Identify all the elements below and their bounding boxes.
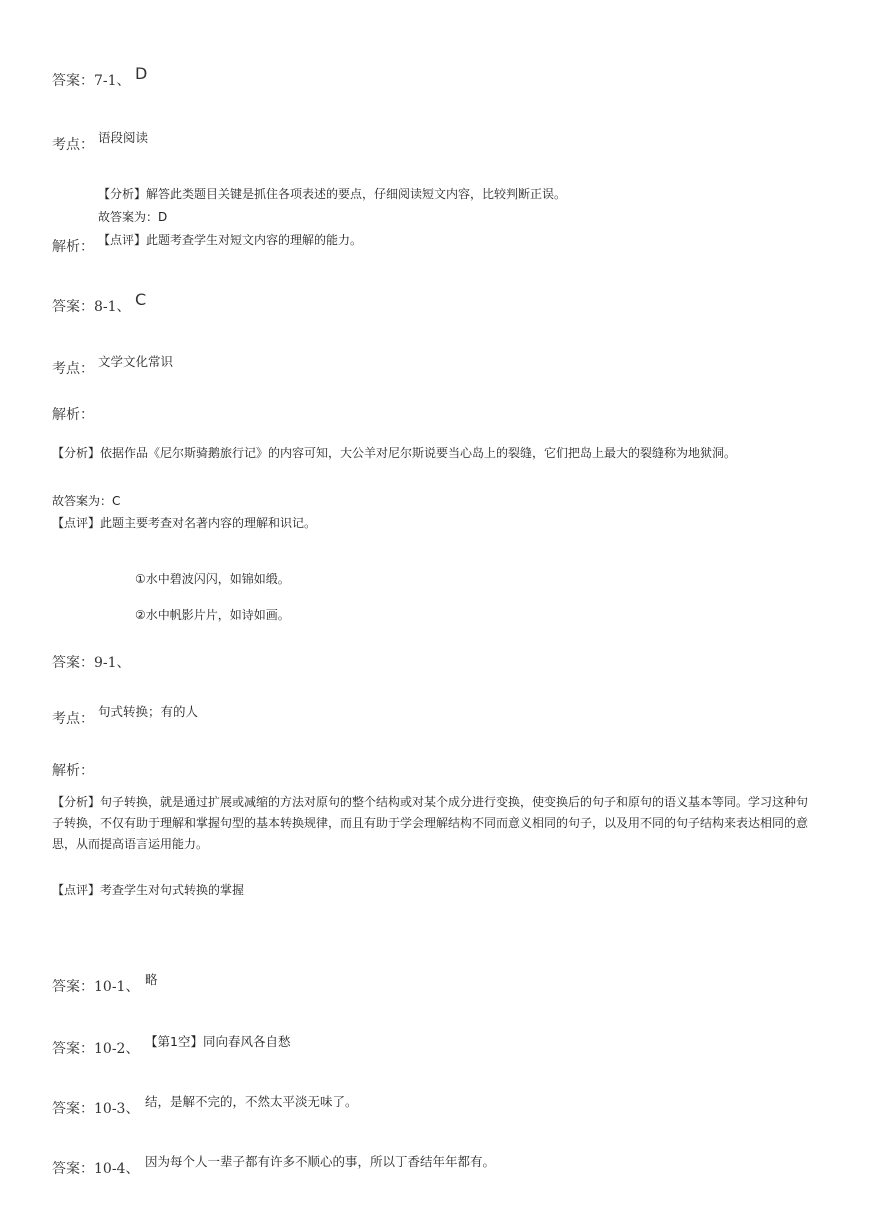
answer-10-3-value: 结，是解不完的，不然太平淡无味了。 bbox=[145, 1094, 358, 1109]
answer-8-1-value: C bbox=[135, 290, 147, 309]
kaodian-8-value: 文学文化常识 bbox=[98, 354, 174, 369]
answer-7-1-value: D bbox=[135, 64, 148, 83]
comment-9: 【点评】考查学生对句式转换的掌握 bbox=[52, 883, 245, 897]
answer-10-2-value: 【第1空】同向春风各自愁 bbox=[145, 1034, 291, 1049]
jiexi-9-label: 解析： bbox=[52, 763, 94, 779]
answer-10-2-label: 答案：10-2、 bbox=[52, 1041, 140, 1057]
kaodian-8-label: 考点： bbox=[52, 361, 94, 377]
sentence-1: ①水中碧波闪闪，如锦如缎。 bbox=[135, 572, 290, 586]
answer-10-4-value: 因为每个人一辈子都有许多不顺心的事，所以丁香结年年都有。 bbox=[145, 1154, 496, 1169]
kaodian-9-label: 考点： bbox=[52, 711, 94, 727]
answer-10-4-label: 答案：10-4、 bbox=[52, 1161, 140, 1177]
analysis-8: 【分析】依据作品《尼尔斯骑鹅旅行记》的内容可知，大公羊对尼尔斯说要当心岛上的裂缝，它们把岛上最大的裂缝称为地狱洞。 bbox=[52, 446, 737, 460]
kaodian-7-value: 语段阅读 bbox=[98, 130, 149, 145]
analysis-7: 【分析】解答此类题目关键是抓住各项表述的要点，仔细阅读短文内容，比较判断正误。 bbox=[98, 187, 567, 201]
answer-10-3-label: 答案：10-3、 bbox=[52, 1101, 140, 1117]
conclusion-7: 故答案为：D bbox=[98, 210, 168, 224]
sentence-2: ②水中帆影片片，如诗如画。 bbox=[135, 608, 290, 622]
jiexi-7-label: 解析： bbox=[52, 239, 94, 255]
jiexi-8-label: 解析： bbox=[52, 407, 94, 423]
answer-10-1-value: 略 bbox=[145, 972, 158, 987]
kaodian-9-value: 句式转换；有的人 bbox=[98, 704, 199, 719]
kaodian-7-label: 考点： bbox=[52, 137, 94, 153]
comment-7: 【点评】此题考查学生对短文内容的理解的能力。 bbox=[98, 233, 363, 247]
answer-10-1-label: 答案：10-1、 bbox=[52, 979, 140, 995]
analysis-9: 【分析】句子转换，就是通过扩展或减缩的方法对原句的整个结构或对某个成分进行变换，使变换后的句子和原句的语义基本等同。学习这种句子转换，不仅有助于理解和掌握句型的基本转换规律，而且有助于学会理解结构不同而意义相同的句子，以及用不同的句子结构来表达相同的意思，从而提高语言运用能力。 bbox=[52, 795, 809, 851]
answer-8-1-label: 答案：8-1、 bbox=[52, 299, 131, 315]
conclusion-8: 故答案为：C bbox=[52, 494, 121, 508]
answer-9-1-label: 答案：9-1、 bbox=[52, 655, 131, 671]
answer-7-1-label: 答案：7-1、 bbox=[52, 73, 131, 89]
comment-8: 【点评】此题主要考查对名著内容的理解和识记。 bbox=[52, 516, 317, 530]
